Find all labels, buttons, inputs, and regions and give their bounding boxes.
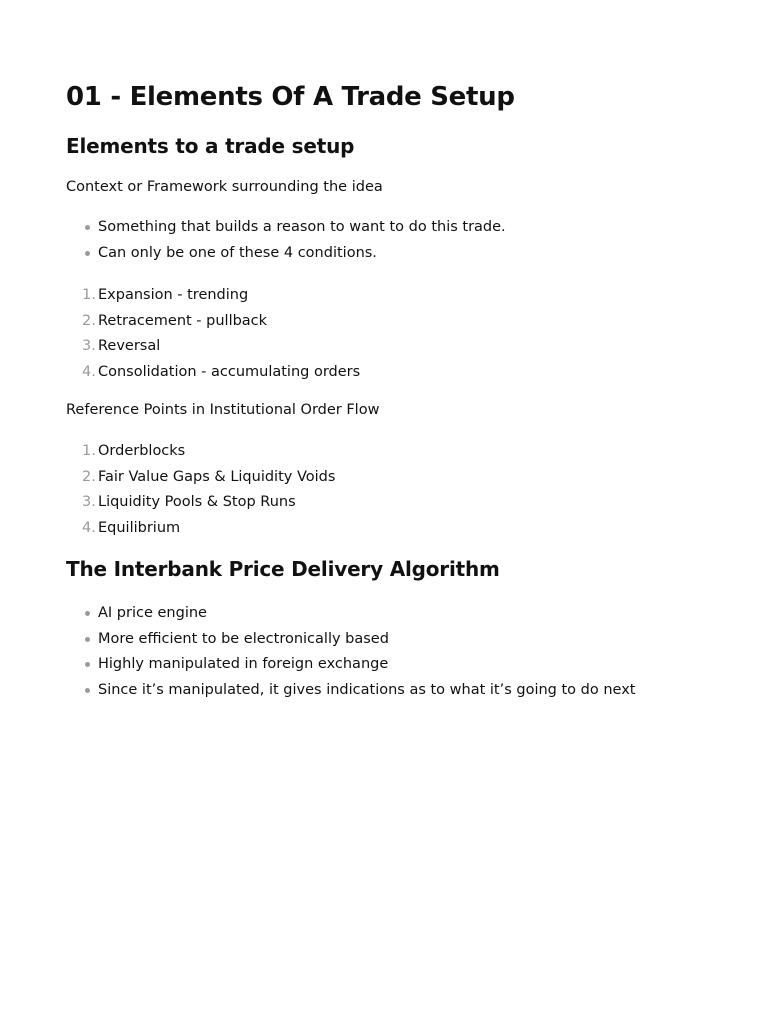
list-item: Something that builds a reason to want to do this trade. <box>66 217 506 243</box>
list-item-text: Fair Value Gaps & Liquidity Voids <box>98 468 336 485</box>
list-item-text: Retracement - pullback <box>98 312 268 329</box>
list-item <box>66 467 335 493</box>
algorithm-bullet-list <box>66 603 635 705</box>
list-item <box>66 311 360 337</box>
list-item <box>66 336 360 362</box>
list-item-text: Orderblocks <box>98 443 186 459</box>
section-heading-price-delivery: The Interbank Price Delivery Algorithm <box>66 557 500 581</box>
list-number: 2. <box>82 312 96 329</box>
list-item: Can only be one of these 4 conditions. <box>66 243 506 269</box>
list-item <box>66 362 360 388</box>
list-item <box>66 518 335 544</box>
list-item: Highly manipulated in foreign exchange <box>66 654 635 680</box>
list-item: AI price engine <box>66 603 635 629</box>
list-item-text: Expansion - trending <box>98 287 249 303</box>
list-item <box>66 492 335 518</box>
context-label: Context or Framework surrounding the idea <box>66 179 383 195</box>
list-item: Since it’s manipulated, it gives indications as to what it’s going to do next <box>66 680 635 706</box>
list-item-text: Reversal <box>98 338 161 354</box>
list-number: 1. <box>82 443 96 459</box>
list-item-text: Liquidity Pools & Stop Runs <box>98 494 296 510</box>
list-item: More efficient to be electronically based <box>66 629 635 655</box>
list-number: 4. <box>82 519 96 536</box>
conditions-list <box>66 285 360 387</box>
page-title: 01 - Elements Of A Trade Setup <box>66 82 515 112</box>
reference-points-list <box>66 441 335 543</box>
list-number: 2. <box>82 468 96 485</box>
list-item <box>66 441 335 467</box>
list-item-text: Equilibrium <box>98 519 181 536</box>
list-number: 3. <box>82 338 96 354</box>
list-number: 4. <box>82 363 96 380</box>
list-item <box>66 285 360 311</box>
context-bullet-list <box>66 217 506 268</box>
reference-points-label: Reference Points in Institutional Order Flow <box>66 402 380 418</box>
list-number: 3. <box>82 494 96 510</box>
section-heading-trade-setup: Elements to a trade setup <box>66 134 355 158</box>
list-number: 1. <box>82 287 96 303</box>
list-item-text: Consolidation - accumulating orders <box>98 363 361 380</box>
